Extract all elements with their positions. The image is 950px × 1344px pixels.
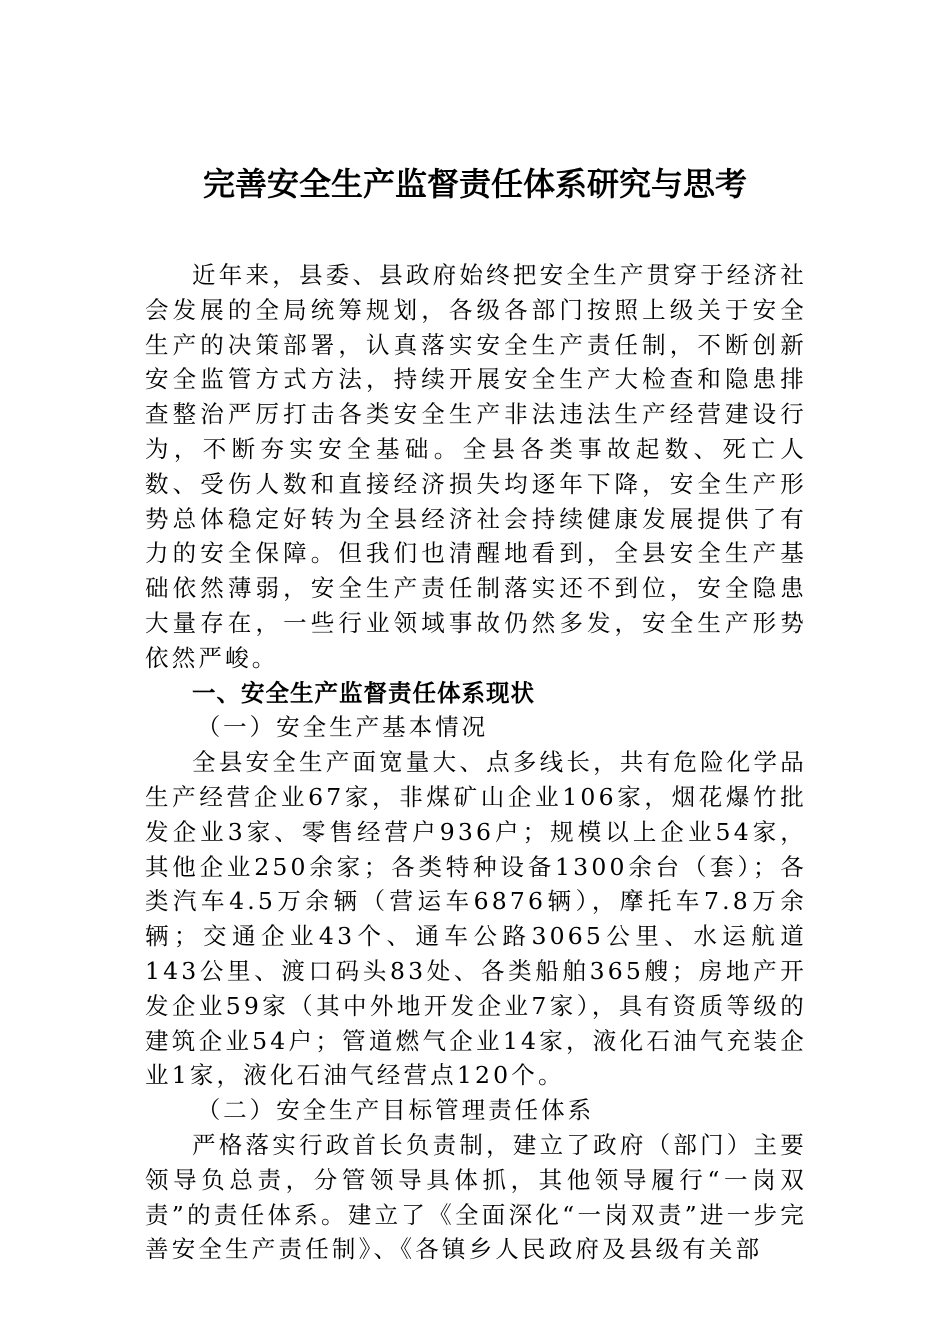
intro-paragraph: 近年来，县委、县政府始终把安全生产贯穿于经济社会发展的全局统筹规划，各级各部门按照上级关于安全生产的决策部署，认真落实安全生产责任制，不断创新安全监管方式方法，持续开展安全生产大检查和隐患排查整治严厉打击各类安全生产非法违法生产经营建设行为，不断夯实安全基础。全县各类事故起数、死亡人数、受伤人数和直接经济损失均逐年下降，安全生产形势总体稳定好转为全县经济社会持续健康发展提供了有力的安全保障。但我们也清醒地看到，全县安全生产基础依然薄弱，安全生产责任制落实还不到位，安全隐患大量存在，一些行业领域事故仍然多发，安全生产形势依然严峻。 bbox=[145, 261, 807, 672]
subsection-heading-2: （二）安全生产目标管理责任体系 bbox=[196, 1096, 595, 1125]
subsection-paragraph-1: 全县安全生产面宽量大、点多线长，共有危险化学品生产经营企业67家，非煤矿山企业106家，烟花爆竹批发企业3家、零售经营户936户；规模以上企业54家，其他企业250余家；各类特种设备1300余台（套）；各类汽车4.5万余辆（营运车6876辆），摩托车7.8万余辆；交通企业43个、通车公路3065公里、水运航道143公里、渡口码头83处、各类船舶365艘；房地产开发企业59家（其中外地开发企业7家），具有资质等级的建筑企业54户；管道燃气企业14家，液化石油气充装企业1家，液化石油气经营点120个。 bbox=[145, 748, 807, 1090]
section-heading: 一、安全生产监督责任体系现状 bbox=[192, 678, 535, 707]
subsection-paragraph-2: 严格落实行政首长负责制，建立了政府（部门）主要领导负总责，分管领导具体抓，其他领导履行“一岗双责”的责任体系。建立了《全面深化“一岗双责”进一步完善安全生产责任制》、《各镇乡人民政府及县级有关部 bbox=[145, 1130, 807, 1264]
document-title: 完善安全生产监督责任体系研究与思考 bbox=[202, 165, 747, 203]
subsection-heading-1: （一）安全生产基本情况 bbox=[196, 713, 489, 742]
document-body bbox=[145, 258, 807, 1267]
